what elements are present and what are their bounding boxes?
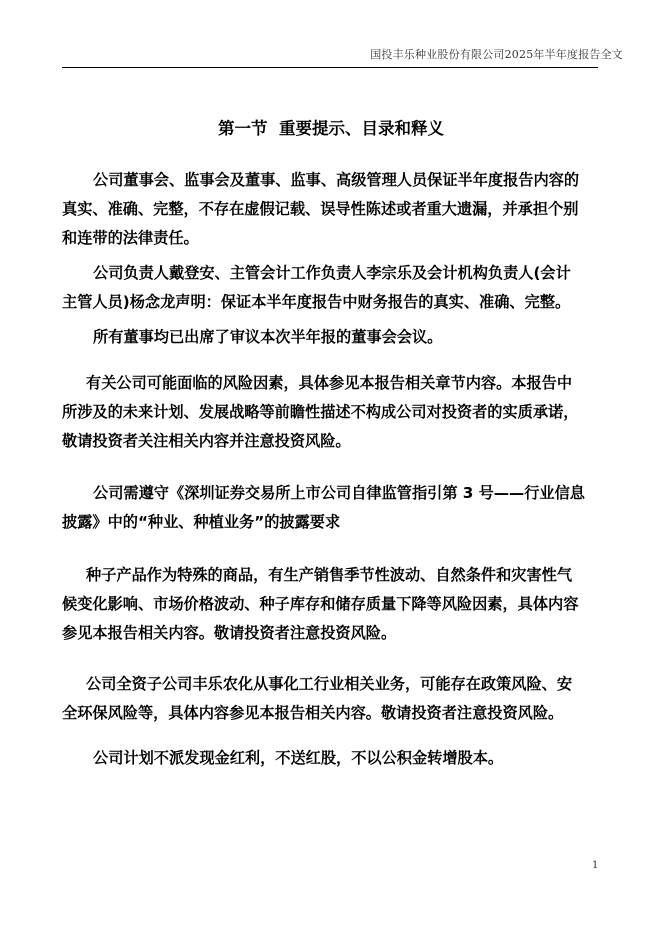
paragraph-line: 真实、准确、完整，不存在虚假记载、误导性陈述或者重大遗漏，并承担个别: [62, 200, 579, 218]
paragraph-directors-attendance: [62, 323, 598, 352]
paragraph-line: 参见本报告相关内容。敬请投资者注意投资风险。: [62, 624, 397, 642]
header-divider: [62, 67, 598, 68]
paragraph-line: 公司负责人戴登安、主管会计工作负责人李宗乐及会计机构负责人(会计: [93, 264, 571, 282]
paragraph-line: 候变化影响、市场价格波动、种子库存和储存质量下降等风险因素，具体内容: [62, 595, 579, 613]
paragraph-line: 披露》中的“种业、种植业务”的披露要求: [62, 513, 341, 531]
paragraph-line: 全环保风险等，具体内容参见本报告相关内容。敬请投资者注意投资风险。: [62, 704, 564, 722]
paragraph-line: 公司董事会、监事会及董事、监事、高级管理人员保证半年度报告内容的: [93, 171, 579, 189]
paragraph-responsible-persons-statement: [62, 259, 598, 317]
section-title: 第一节 重要提示、目录和释义: [218, 119, 444, 138]
paragraph-line: 敬请投资者关注相关内容并注意投资风险。: [62, 432, 351, 450]
paragraph-board-guarantee: [62, 166, 598, 253]
paragraph-line: 公司全资子公司丰乐农化从事化工行业相关业务，可能存在政策风险、安: [86, 675, 572, 693]
paragraph-line: 和连带的法律责任。: [62, 229, 199, 247]
paragraph-risk-factors: [62, 369, 598, 456]
paragraph-line: 种子产品作为特殊的商品，有生产销售季节性波动、自然条件和灾害性气: [86, 566, 572, 584]
paragraph-line: 所有董事均已出席了审议本次半年报的董事会会议。: [93, 328, 443, 346]
paragraph-line: 所涉及的未来计划、发展战略等前瞻性描述不构成公司对投资者的实质承诺，: [62, 403, 579, 421]
paragraph-line: 公司需遵守《深圳证券交易所上市公司自律监管指引第 3 号——行业信息: [93, 484, 585, 502]
page-number: 1: [592, 860, 599, 871]
page-header: 国投丰乐种业股份有限公司2025年半年度报告全文: [370, 48, 623, 61]
paragraph-subsidiary-risk: [62, 670, 598, 728]
paragraph-seed-product-risk: [62, 561, 598, 648]
paragraph-line: 主管人员)杨念龙声明：保证本半年度报告中财务报告的真实、准确、完整。: [62, 293, 571, 311]
paragraph-line: 公司计划不派发现金红利，不送红股，不以公积金转增股本。: [93, 749, 504, 767]
paragraph-dividend-plan: [62, 744, 598, 773]
paragraph-line: 有关公司可能面临的风险因素，具体参见本报告相关章节内容。本报告中: [86, 374, 572, 392]
paragraph-disclosure-requirement: [62, 479, 598, 537]
